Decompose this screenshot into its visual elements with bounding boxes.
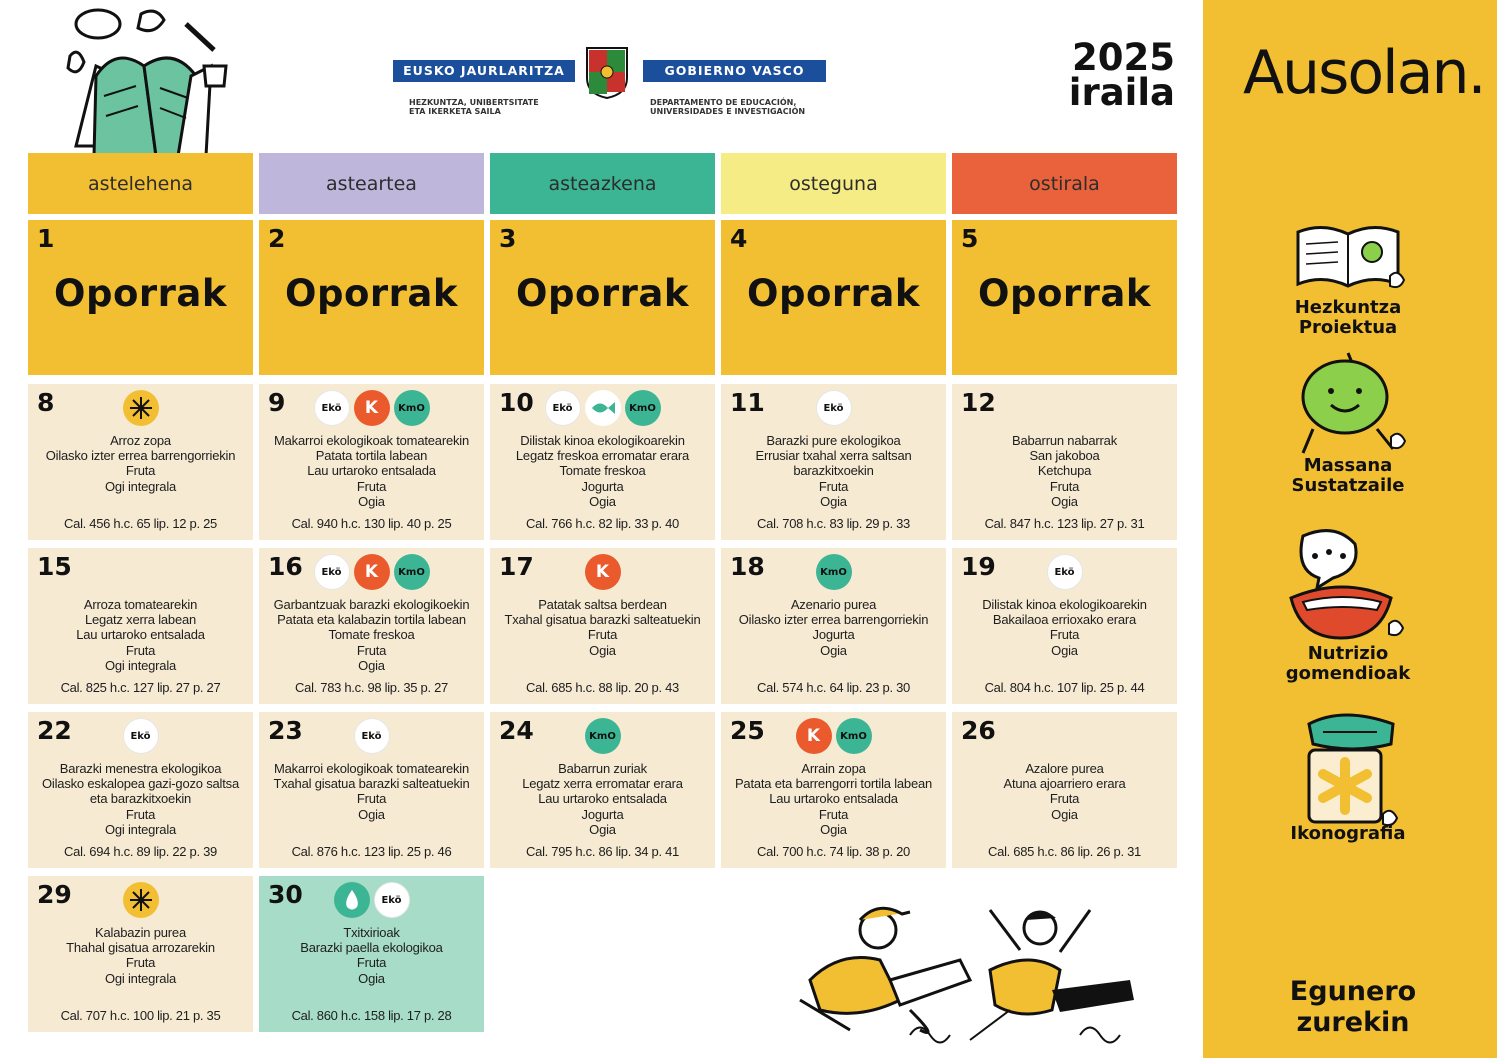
day-number: 5 [961, 224, 979, 253]
day-cell-2 [259, 220, 484, 375]
day-cell-26 [952, 712, 1177, 868]
running-kids-illustration [790, 890, 1160, 1050]
menu-item: Fruta [356, 642, 387, 658]
eko-badge-icon: Ekö [816, 390, 852, 426]
k-badge-icon: K [354, 390, 390, 426]
menu-item: Makarroi ekologikoak tomatearekin [274, 433, 469, 448]
menu-list [32, 433, 249, 494]
nutrition-facts: Cal. 707 h.c. 100 lip. 21 p. 35 [60, 1008, 221, 1023]
menu-item: Dilistak kinoa ekologikoarekin [982, 597, 1147, 612]
weekday-header-asteazkena: asteazkena [490, 153, 715, 214]
menu-item: Barazki menestra ekologikoa [59, 761, 222, 776]
holiday-label: Oporrak [978, 272, 1151, 315]
menu-list [32, 761, 249, 837]
menu-item: Ogia [820, 642, 847, 658]
menu-item: Atuna ajoarriero erara [1003, 776, 1126, 792]
day-number: 19 [961, 552, 996, 581]
gov-label-basque: EUSKO JAURLARITZA [393, 60, 575, 82]
day-cell-9 [259, 384, 484, 540]
diet-badges [28, 554, 253, 590]
day-number: 16 [268, 552, 303, 581]
nutrition-facts: Cal. 783 h.c. 98 lip. 35 p. 27 [295, 680, 448, 695]
department-spanish: DEPARTAMENTO DE EDUCACIÓN, UNIVERSIDADES E INVESTIGACIÓN [650, 98, 806, 116]
menu-item: Errusiar txahal xerra saltsan [755, 448, 912, 464]
menu-item: Fruta [356, 955, 387, 971]
menu-item: Azalore purea [1025, 761, 1104, 776]
brand-sidebar [1203, 0, 1497, 1058]
menu-item: Ogia [358, 806, 385, 822]
footer-tagline: Egunero zurekin [1289, 976, 1417, 1038]
menu-item: Fruta [1049, 791, 1080, 807]
gov-label-spanish: GOBIERNO VASCO [643, 60, 826, 82]
menu-item: Arroza tomatearekin [83, 597, 198, 612]
nutrition-facts: Cal. 456 h.c. 65 lip. 12 p. 25 [64, 516, 217, 531]
menu-item: Lau urtaroko entsalada [76, 627, 205, 643]
menu-item: Txahal gisatua barazki salteatuekin [504, 612, 701, 628]
menu-item: Ogia [358, 657, 385, 673]
menu-item: Arroz zopa [110, 433, 171, 448]
menu-item: Bakailaoa errioxako erara [992, 612, 1137, 628]
menu-item: Txahal gisatua barazki salteatuekin [273, 776, 470, 792]
menu-item: Arrain zopa [801, 761, 866, 776]
coat-of-arms-icon [581, 44, 633, 100]
day-cell-24 [490, 712, 715, 868]
mouth-icon [1273, 526, 1423, 648]
menu-item: Fruta [356, 478, 387, 494]
menu-item: Legatz xerra erromatar erara [522, 776, 683, 792]
sidebar-item-iconography[interactable] [1243, 710, 1453, 844]
diet-badges [28, 882, 253, 918]
menu-item: Patata eta kalabazin tortila labean [277, 612, 466, 628]
weekday-header-asteartea: asteartea [259, 153, 484, 214]
menu-item: barazkitxoekin [793, 463, 874, 479]
menu-item: Fruta [125, 955, 156, 971]
menu-item: Legatz freskoa erromatar erara [515, 448, 690, 464]
day-cell-22 [28, 712, 253, 868]
diet-badges [490, 554, 715, 590]
nutrition-facts: Cal. 804 h.c. 107 lip. 25 p. 44 [984, 680, 1145, 695]
menu-item: Fruta [587, 627, 618, 643]
menu-item: Ogia [1051, 493, 1078, 509]
nutrition-facts: Cal. 825 h.c. 127 lip. 27 p. 27 [60, 680, 221, 695]
k-badge-icon: K [354, 554, 390, 590]
menu-item: Jogurta [581, 478, 624, 494]
brand-logo: Ausolan. [1243, 38, 1485, 108]
menu-item: Ketchupa [1037, 463, 1092, 479]
diet-badges [28, 390, 253, 426]
day-number: 30 [268, 880, 303, 909]
menu-item: Makarroi ekologikoak tomatearekin [274, 761, 469, 776]
menu-item: Ogia [358, 970, 385, 986]
nutrition-facts: Cal. 847 h.c. 123 lip. 27 p. 31 [984, 516, 1145, 531]
diet-badges [28, 718, 253, 754]
menu-item: Fruta [818, 806, 849, 822]
menu-list [725, 761, 942, 837]
menu-item: Ogia [589, 642, 616, 658]
eko-badge-icon: Ekö [545, 390, 581, 426]
holiday-label: Oporrak [516, 272, 689, 315]
day-cell-19 [952, 548, 1177, 704]
day-number: 12 [961, 388, 996, 417]
holiday-label: Oporrak [747, 272, 920, 315]
diet-badges [721, 554, 946, 590]
menu-list [956, 761, 1173, 822]
diet-badges [490, 718, 715, 754]
eko-badge-icon: Ekö [1047, 554, 1083, 590]
menu-item: Oilasko izter errea barrengorriekin [45, 448, 236, 464]
calendar-date-title [1030, 36, 1175, 114]
nutrition-facts: Cal. 940 h.c. 130 lip. 40 p. 25 [291, 516, 452, 531]
menu-list [263, 597, 480, 673]
diet-badges [952, 718, 1177, 754]
day-cell-16 [259, 548, 484, 704]
menu-item: Ogia [358, 493, 385, 509]
menu-item: Jogurta [581, 806, 624, 822]
menu-list [725, 433, 942, 509]
diet-badges [721, 718, 946, 754]
day-number: 23 [268, 716, 303, 745]
month-label: iraila [1068, 71, 1175, 114]
menu-item: Fruta [818, 478, 849, 494]
year-label: 2025 [1072, 36, 1175, 79]
menu-item: Txitxirioak [343, 925, 400, 940]
k-badge-icon: K [796, 718, 832, 754]
sidebar-label: Ikonografia [1290, 823, 1406, 844]
asterisk-icon [1273, 710, 1423, 828]
weekday-header-astelehena: astelehena [28, 153, 253, 214]
menu-item: Fruta [356, 791, 387, 807]
menu-item: Barazki pure ekologikoa [766, 433, 901, 448]
eko-badge-icon: Ekö [354, 718, 390, 754]
nutrition-facts: Cal. 700 h.c. 74 lip. 38 p. 20 [757, 844, 910, 859]
diet-badges [259, 390, 484, 426]
weekday-header-osteguna: osteguna [721, 153, 946, 214]
menu-item: Fruta [1049, 627, 1080, 643]
kmo-badge-icon: KmO [394, 390, 430, 426]
menu-item: Patata tortila labean [315, 448, 428, 464]
day-number: 10 [499, 388, 534, 417]
menu-list [263, 433, 480, 509]
menu-item: Garbantzuak barazki ekologikoekin [273, 597, 470, 612]
day-cell-15 [28, 548, 253, 704]
day-cell-18 [721, 548, 946, 704]
day-number: 17 [499, 552, 534, 581]
menu-item: Patatak saltsa berdean [538, 597, 667, 612]
day-number: 15 [37, 552, 72, 581]
menu-list [263, 761, 480, 822]
day-cell-1 [28, 220, 253, 375]
menu-item: Lau urtaroko entsalada [769, 791, 898, 807]
day-number: 2 [268, 224, 286, 253]
day-number: 4 [730, 224, 748, 253]
menu-item: Fruta [125, 463, 156, 479]
diet-badges [259, 718, 484, 754]
nutrition-facts: Cal. 766 h.c. 82 lip. 33 p. 40 [526, 516, 679, 531]
day-number: 9 [268, 388, 286, 417]
weekday-header-ostirala: ostirala [952, 153, 1177, 214]
kmo-badge-icon: KmO [394, 554, 430, 590]
day-number: 29 [37, 880, 72, 909]
day-cell-3 [490, 220, 715, 375]
menu-item: Ogia [589, 493, 616, 509]
water-drop-icon [334, 882, 370, 918]
book-icon [1278, 222, 1418, 302]
menu-item: eta barazkitxoekin [89, 791, 192, 807]
k-badge-icon: K [585, 554, 621, 590]
kmo-badge-icon: KmO [625, 390, 661, 426]
nutrition-facts: Cal. 685 h.c. 88 lip. 20 p. 43 [526, 680, 679, 695]
fish-icon [585, 390, 621, 426]
day-cell-25 [721, 712, 946, 868]
day-number: 18 [730, 552, 765, 581]
day-cell-11 [721, 384, 946, 540]
day-number: 1 [37, 224, 55, 253]
menu-item: Ogia [820, 821, 847, 837]
diet-badges [490, 390, 715, 426]
day-number: 3 [499, 224, 517, 253]
day-number: 8 [37, 388, 55, 417]
eko-badge-icon: Ekö [314, 554, 350, 590]
menu-item: Patata eta barrengorri tortila labean [734, 776, 933, 792]
sidebar-label: Nutrizio gomendioak [1285, 643, 1411, 684]
menu-list [956, 597, 1173, 658]
menu-item: Ogia [589, 821, 616, 837]
menu-list [956, 433, 1173, 509]
day-cell-4 [721, 220, 946, 375]
sun-icon [123, 882, 159, 918]
menu-list [494, 433, 711, 509]
day-number: 22 [37, 716, 72, 745]
menu-item: Babarrun zuriak [558, 761, 647, 776]
diet-badges [259, 882, 484, 918]
diet-badges [952, 390, 1177, 426]
sidebar-item-education-project[interactable] [1243, 222, 1453, 338]
menu-item: Thahal gisatua arrozarekin [66, 940, 215, 956]
menu-item: Ogi integrala [104, 821, 177, 837]
day-cell-29 [28, 876, 253, 1032]
day-cell-10 [490, 384, 715, 540]
nutrition-facts: Cal. 708 h.c. 83 lip. 29 p. 33 [757, 516, 910, 531]
eko-badge-icon: Ekö [314, 390, 350, 426]
diet-badges [259, 554, 484, 590]
apple-icon [1273, 345, 1423, 460]
day-cell-8 [28, 384, 253, 540]
sidebar-item-massana[interactable] [1243, 345, 1453, 496]
kmo-badge-icon: KmO [585, 718, 621, 754]
diet-badges [721, 390, 946, 426]
kmo-badge-icon: KmO [836, 718, 872, 754]
day-cell-17 [490, 548, 715, 704]
menu-list [494, 761, 711, 837]
menu-list [725, 597, 942, 658]
kmo-badge-icon: KmO [816, 554, 852, 590]
menu-item: Lau urtaroko entsalada [538, 791, 667, 807]
menu-list [32, 925, 249, 986]
day-cell-30 [259, 876, 484, 1032]
day-cell-5 [952, 220, 1177, 375]
menu-item: Fruta [125, 642, 156, 658]
day-number: 11 [730, 388, 765, 417]
holiday-label: Oporrak [54, 272, 227, 315]
menu-item: Fruta [1049, 478, 1080, 494]
day-cell-23 [259, 712, 484, 868]
menu-item: Tomate freskoa [328, 627, 415, 643]
menu-item: Ogi integrala [104, 970, 177, 986]
menu-item: Kalabazin purea [95, 925, 186, 940]
menu-item: Oilasko eskalopea gazi-gozo saltsa [42, 776, 239, 792]
menu-list [494, 597, 711, 658]
reading-child-illustration [56, 6, 231, 156]
diet-badges [952, 554, 1177, 590]
menu-item: Babarrun nabarrak [1012, 433, 1117, 448]
menu-item: Oilasko izter errea barrengorriekin [738, 612, 929, 628]
sidebar-label: Hezkuntza Proiektua [1294, 297, 1402, 338]
day-number: 24 [499, 716, 534, 745]
nutrition-facts: Cal. 574 h.c. 64 lip. 23 p. 30 [757, 680, 910, 695]
nutrition-facts: Cal. 694 h.c. 89 lip. 22 p. 39 [64, 844, 217, 859]
nutrition-facts: Cal. 860 h.c. 158 lip. 17 p. 28 [291, 1008, 452, 1023]
menu-item: Barazki paella ekologikoa [300, 940, 443, 956]
menu-item: Dilistak kinoa ekologikoarekin [520, 433, 685, 448]
menu-item: Legatz xerra labean [84, 612, 197, 628]
menu-item: Ogia [1051, 806, 1078, 822]
nutrition-facts: Cal. 876 h.c. 123 lip. 25 p. 46 [291, 844, 452, 859]
nutrition-facts: Cal. 795 h.c. 86 lip. 34 p. 41 [526, 844, 679, 859]
day-cell-12 [952, 384, 1177, 540]
menu-list [263, 925, 480, 986]
sidebar-label: Massana Sustatzaile [1291, 455, 1405, 496]
menu-item: Tomate freskoa [559, 463, 646, 479]
holiday-label: Oporrak [285, 272, 458, 315]
menu-item: Ogi integrala [104, 657, 177, 673]
menu-item: Jogurta [812, 627, 855, 643]
eko-badge-icon: Ekö [123, 718, 159, 754]
department-basque: HEZKUNTZA, UNIBERTSITATE ETA IKERKETA SAILA [409, 98, 539, 116]
menu-item: Fruta [125, 806, 156, 822]
menu-item: San jakoboa [1029, 448, 1100, 464]
government-logo [393, 44, 828, 124]
menu-item: Ogia [820, 493, 847, 509]
menu-item: Ogia [1051, 642, 1078, 658]
day-number: 26 [961, 716, 996, 745]
menu-item: Lau urtaroko entsalada [307, 463, 436, 479]
menu-list [32, 597, 249, 673]
day-number: 25 [730, 716, 765, 745]
sidebar-item-nutrition[interactable] [1243, 526, 1453, 684]
nutrition-facts: Cal. 685 h.c. 86 lip. 26 p. 31 [988, 844, 1141, 859]
menu-item: Azenario purea [790, 597, 877, 612]
menu-item: Ogi integrala [104, 478, 177, 494]
sun-icon [123, 390, 159, 426]
eko-badge-icon: Ekö [374, 882, 410, 918]
